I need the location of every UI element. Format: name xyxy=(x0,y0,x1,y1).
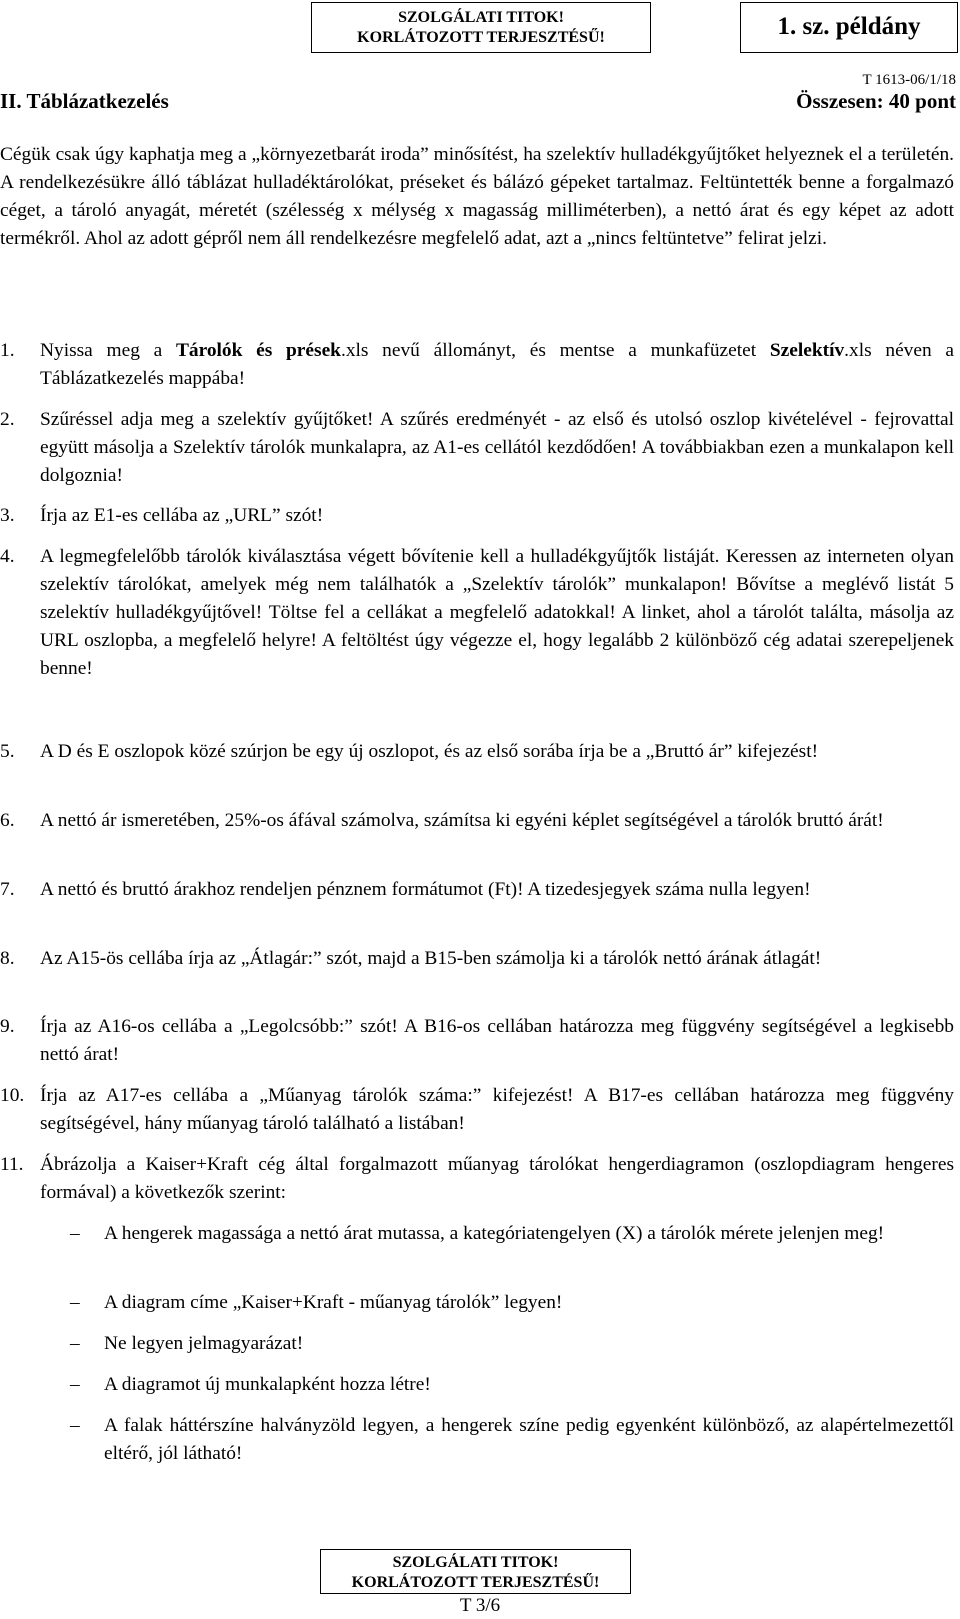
task-text: A nettó ár ismeretében, 25%-os áfával számolva, számítsa ki egyéni képlet segítségével a tárolók bruttó árát! xyxy=(40,810,884,831)
classification-box xyxy=(311,2,651,53)
bullet-text: A diagram címe „Kaiser+Kraft - műanyag tárolók” legyen! xyxy=(104,1292,563,1313)
dash-bullet-icon: – xyxy=(70,1374,80,1395)
task-9 xyxy=(0,1013,954,1069)
task-6 xyxy=(0,807,954,835)
dash-bullet-icon: – xyxy=(70,1415,80,1436)
dash-bullet-icon: – xyxy=(70,1292,80,1313)
task-4 xyxy=(0,543,954,683)
footer-classification-box xyxy=(320,1549,631,1594)
task-text: A legmegfelelőbb tárolók kiválasztása végett bővítenie kell a hulladékgyűjtők listáját. Keressen az interneten olyan szelektív tárolókat, amelyek még nem találhatók a „Szelektív tárolók” munkalapon! Bővítse a meglévő listát 5 szelektív hulladékgyűjtővel! Töltse fel a cellákat a megfelelő adatokkal! A linket, ahol a tárolót találta, másolja az URL oszlopba, a megfelelő helyre! A feltöltést úgy végezze el, hogy legalább 2 különböző cég adatai szerepeljenek benne! xyxy=(40,546,954,679)
bullet-item xyxy=(70,1289,954,1317)
classification-line-1: SZOLGÁLATI TITOK! xyxy=(398,9,564,26)
task-7 xyxy=(0,876,954,904)
bullet-text: Ne legyen jelmagyarázat! xyxy=(104,1333,304,1354)
bullet-text: A falak háttérszíne halványzöld legyen, a hengerek színe pedig egyenként különböző, az alapértelmezettől eltérő, jól látható! xyxy=(104,1415,954,1464)
task-number: 10. xyxy=(0,1085,25,1106)
task-text: Ábrázolja a Kaiser+Kraft cég által forgalmazott műanyag tárolókat hengerdiagramon (oszlopdiagram hengeres formával) a következők szerint: xyxy=(40,1154,954,1203)
bullet-text: A hengerek magassága a nettó árat mutassa, a kategóriatengelyen (X) a tárolók mérete jelenjen meg! xyxy=(104,1223,885,1244)
page-number: T 3/6 xyxy=(459,1595,501,1616)
task-number: 7. xyxy=(0,879,15,900)
bullet-item xyxy=(70,1371,954,1399)
task-text: Írja az A16-os cellába a „Legolcsóbb:” szót! A B16-os cellában határozza meg függvény segítségével a legkisebb nettó árat! xyxy=(40,1016,954,1065)
task-text: Az A15-ös cellába írja az „Átlagár:” szót, majd a B15-ben számolja ki a tárolók nettó árának átlagát! xyxy=(40,948,822,969)
document-code: T 1613-06/1/18 xyxy=(862,72,956,88)
task-10 xyxy=(0,1082,954,1138)
filename-bold: Szelektív xyxy=(769,340,845,361)
dash-bullet-icon: – xyxy=(70,1333,80,1354)
task-8 xyxy=(0,945,954,973)
copy-number-box: 1. sz. példány xyxy=(740,2,958,53)
task-text: A nettó és bruttó árakhoz rendeljen pénznem formátumot (Ft)! A tizedesjegyek száma nulla legyen! xyxy=(40,879,811,900)
classification-line-1: SZOLGÁLATI TITOK! xyxy=(392,1554,559,1571)
bullet-item xyxy=(70,1412,954,1468)
section-title: II. Táblázatkezelés xyxy=(0,89,169,113)
bullet-text: A diagramot új munkalapként hozza létre! xyxy=(104,1374,431,1395)
bullet-item xyxy=(70,1330,954,1358)
task-number: 8. xyxy=(0,948,15,969)
filename-bold: Tárolók és prések xyxy=(175,340,341,361)
total-points: Összesen: 40 pont xyxy=(796,89,956,113)
task-number: 6. xyxy=(0,810,15,831)
task-number: 4. xyxy=(0,546,15,567)
task-text: Írja az E1-es cellába az „URL” szót! xyxy=(40,505,324,526)
task-text: Nyissa meg a Tárolók és prések.xls nevű állományt, és mentse a munkafüzetet Szelektív.xls néven a Táblázatkezelés mappába! xyxy=(40,340,955,389)
task-1 xyxy=(0,337,954,393)
task-number: 2. xyxy=(0,409,15,430)
classification-line-2: KORLÁTOZOTT TERJESZTÉSŰ! xyxy=(351,1574,600,1591)
task-number: 5. xyxy=(0,741,15,762)
task-number: 11. xyxy=(0,1154,24,1175)
task-text: Szűréssel adja meg a szelektív gyűjtőket! A szűrés eredményét - az első és utolsó oszlop kivételével - fejrovattal együtt másolja a Szelektív tárolók munkalapra, az A1-es cellától kezdődően! A továbbiakban ezen a munkalapon kell dolgoznia! xyxy=(40,409,954,486)
task-3 xyxy=(0,502,954,530)
task-5 xyxy=(0,738,954,766)
task-2 xyxy=(0,406,954,490)
task-text: Írja az A17-es cellába a „Műanyag tárolók száma:” kifejezést! A B17-es cellában határozza meg függvény segítségével, hány műanyag tároló található a listában! xyxy=(40,1085,954,1134)
task-text: A D és E oszlopok közé szúrjon be egy új oszlopot, és az első sorába írja be a „Bruttó ár” kifejezést! xyxy=(40,741,819,762)
dash-bullet-icon: – xyxy=(70,1223,80,1244)
task-number: 9. xyxy=(0,1016,15,1037)
bullet-item xyxy=(70,1220,954,1248)
task-11 xyxy=(0,1151,954,1207)
task-number: 3. xyxy=(0,505,15,526)
intro-paragraph: Cégük csak úgy kaphatja meg a „környezetbarát iroda” minősítést, ha szelektív hulladékgyűjtőket helyeznek el a területén. A rendelkezésükre álló táblázat hulladéktárolókat, préseket és bálázó gépeket tartalmaz. Feltüntették benne a forgalmazó céget, a tároló anyagát, méretét (szélesség x mélység x magasság milliméterben), a nettó árat és egy képet az adott termékről. Ahol az adott gépről nem áll rendelkezésre megfelelő adat, azt a „nincs feltüntetve” felirat jelzi. xyxy=(0,144,954,249)
task-number: 1. xyxy=(0,340,15,361)
classification-line-2: KORLÁTOZOTT TERJESZTÉSŰ! xyxy=(357,29,605,46)
